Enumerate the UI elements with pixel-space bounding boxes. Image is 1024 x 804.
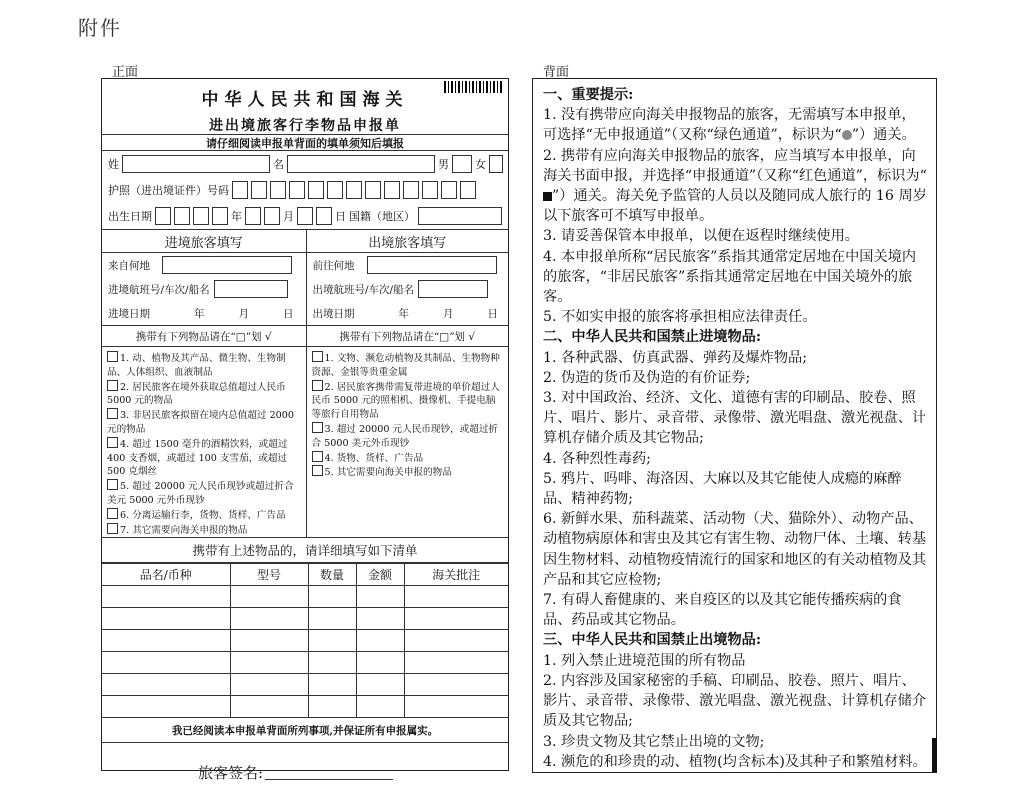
checkbox-icon[interactable] — [312, 451, 323, 462]
entry-head: 进境旅客填写 — [102, 230, 306, 253]
birth-cell[interactable] — [212, 207, 228, 225]
male-label: 男 — [438, 158, 449, 171]
male-checkbox[interactable] — [452, 155, 472, 173]
birth-cell[interactable] — [297, 207, 313, 225]
attachment-label: 附件 — [78, 16, 122, 40]
passport-cell[interactable] — [270, 181, 286, 199]
name-row — [102, 151, 508, 177]
list-item: 4. 濒危的和珍贵的动、植物(均含标本)及其种子和繁殖材料。 — [543, 753, 927, 770]
passport-cell[interactable] — [346, 181, 362, 199]
female-checkbox[interactable] — [489, 155, 503, 173]
nationality-field[interactable] — [418, 207, 502, 225]
col-amount: 金额 — [356, 564, 404, 586]
barcode-icon — [444, 81, 504, 93]
form-subtitle: 进出境旅客行李物品申报单 — [102, 115, 508, 135]
nationality-label: 国籍（地区） — [349, 210, 415, 223]
passport-cell[interactable] — [384, 181, 400, 199]
signature-field[interactable] — [265, 765, 393, 780]
exit-date-label: 出境日期 — [312, 307, 355, 320]
surname-label: 姓 — [108, 158, 119, 171]
table-row[interactable] — [102, 608, 508, 630]
from-row — [102, 253, 306, 277]
passport-cell[interactable] — [327, 181, 343, 199]
passport-cell[interactable] — [403, 181, 419, 199]
checkbox-icon[interactable] — [107, 437, 118, 448]
from-field[interactable] — [162, 256, 292, 274]
entry-item[interactable]: 3. 非居民旅客拟留在境内总值超过 2000 元的物品 — [107, 410, 294, 435]
birth-cell[interactable] — [264, 207, 280, 225]
checkbox-icon[interactable] — [107, 479, 118, 490]
table-row[interactable] — [102, 652, 508, 674]
exit-item[interactable]: 5. 其它需要向海关申报的物品 — [312, 465, 504, 480]
entry-column — [102, 230, 307, 537]
notice-1: 1. 没有携带应向海关申报物品的旅客，无需填写本申报单，可选择“无申报通道”（又称“绿色通道”，标识为“ ”）通关。 — [543, 107, 916, 144]
declaration-form-back — [532, 78, 937, 773]
passport-cell[interactable] — [365, 181, 381, 199]
month-label: 月 — [283, 210, 294, 223]
exit-year-label: 年 — [398, 307, 409, 320]
female-label: 女 — [475, 158, 486, 171]
section-heading: 三、中华人民共和国禁止出境物品: — [543, 632, 762, 649]
entry-day-label: 日 — [283, 307, 294, 320]
declaration-statement: 我已经阅读本申报单背面所列事项,并保证所有申报属实。 — [102, 718, 508, 743]
entry-exit-columns — [102, 229, 508, 537]
exit-column — [307, 230, 509, 537]
list-item: 4. 各种烈性毒药; — [543, 450, 651, 467]
list-item: 2. 伪造的货币及伪造的有价证券; — [543, 369, 751, 386]
entry-items — [102, 347, 306, 537]
given-name-field[interactable] — [287, 155, 435, 173]
exit-day-label: 日 — [487, 307, 498, 320]
list-head: 携带有上述物品的，请详细填写如下清单 — [102, 537, 508, 563]
exit-tick-note: 携带有下列物品请在“□”划 √ — [307, 325, 509, 347]
from-label: 来自何地 — [108, 259, 150, 272]
entry-flight-label: 进境航班号/车次/船名 — [108, 283, 210, 296]
birth-row — [102, 203, 508, 229]
entry-item[interactable]: 5. 超过 20000 元人民币现钞或超过折合美元 5000 元外币现钞 — [107, 481, 294, 506]
col-goods: 品名/币种 — [102, 564, 230, 586]
edge-mark — [932, 738, 937, 772]
passport-cell[interactable] — [460, 181, 476, 199]
notice-4: 4. 本申报单所称“居民旅客”系指其通常定居地在中国关境内的旅客，“非居民旅客”系指其通常定居地在中国关境外的旅客。 — [543, 248, 917, 306]
table-row[interactable] — [102, 696, 508, 718]
passport-cell[interactable] — [232, 181, 248, 199]
to-label: 前往何地 — [312, 259, 355, 272]
exit-items — [307, 347, 509, 480]
exit-month-label: 月 — [443, 307, 454, 320]
list-item: 2. 内容涉及国家秘密的手稿、印刷品、胶卷、照片、唱片、影片、录音带、录像带、激光唱盘、激光视盘、计算机存储介质及其它物品; — [543, 672, 927, 730]
checkbox-icon[interactable] — [107, 351, 118, 362]
table-header-row — [102, 564, 508, 586]
checkbox-icon[interactable] — [107, 508, 118, 519]
birth-label: 出生日期 — [108, 210, 152, 223]
entry-item[interactable]: 6. 分离运输行李，货物、货样、广告品 — [107, 508, 301, 523]
notice-5: 5. 不如实申报的旅客将承担相应法律责任。 — [543, 309, 817, 326]
checkbox-icon[interactable] — [312, 422, 323, 433]
entry-date-row — [102, 301, 306, 325]
to-field[interactable] — [367, 256, 497, 274]
form-instruction: 请仔细阅读申报单背面的填单须知后填报 — [102, 135, 508, 151]
list-item: 3. 珍贵文物及其它禁止出境的文物; — [543, 733, 765, 750]
form-title: 中华人民共和国海关 — [201, 89, 409, 110]
notice-3: 3. 请妥善保管本申报单，以便在返程时继续使用。 — [543, 228, 859, 245]
form-title-row — [102, 79, 508, 115]
list-item: 3. 对中国政治、经济、文化、道德有害的印刷品、胶卷、照片、唱片、影片、录音带、录像带、激光唱盘、激光视盘、计算机存储介质及其它物品; — [543, 390, 927, 447]
birth-cell[interactable] — [155, 207, 171, 225]
checkbox-icon[interactable] — [312, 380, 323, 391]
passport-cell[interactable] — [441, 181, 457, 199]
entry-tick-note: 携带有下列物品请在“□”划 √ — [102, 325, 306, 347]
exit-item[interactable]: 1. 文物、濒危动植物及其制品、生物物种资源、金银等贵重金属 — [311, 353, 500, 378]
passport-cell[interactable] — [422, 181, 438, 199]
given-name-label: 名 — [273, 158, 284, 171]
list-item: 7. 有碍人畜健康的、来自疫区的以及其它能传播疾病的食品、药品或其它物品。 — [543, 592, 902, 629]
back-side-label: 背面 — [543, 65, 570, 80]
section-heading: 一、重要提示: — [543, 87, 634, 103]
entry-flight-field[interactable] — [214, 280, 288, 298]
entry-month-label: 月 — [238, 307, 249, 320]
signature-row — [102, 743, 508, 801]
entry-item[interactable]: 7. 其它需要向海关申报的物品 — [107, 523, 301, 538]
checkbox-icon[interactable] — [107, 380, 118, 391]
entry-item[interactable]: 2. 居民旅客在境外获取总值超过人民币 5000 元的物品 — [107, 381, 286, 407]
front-side-label: 正面 — [112, 65, 139, 80]
birth-cell[interactable] — [316, 207, 332, 225]
passport-cell[interactable] — [251, 181, 267, 199]
exit-flight-row — [307, 277, 509, 301]
passport-label: 护照（进出境证件）号码 — [108, 184, 229, 197]
exit-date-row — [307, 301, 509, 325]
exit-flight-label: 出境航班号/车次/船名 — [312, 283, 415, 296]
list-item: 1. 列入禁止进境范围的所有物品 — [543, 652, 746, 669]
green-channel-icon — [842, 130, 852, 140]
exit-item[interactable]: 3. 超过 20000 元人民币现钞，或超过折合 5000 美元外币现钞 — [311, 423, 499, 449]
birth-cell[interactable] — [174, 207, 190, 225]
declaration-form-front — [101, 78, 509, 782]
year-label: 年 — [231, 210, 242, 223]
col-model: 型号 — [230, 564, 308, 586]
surname-field[interactable] — [122, 155, 270, 173]
passport-row — [102, 177, 508, 203]
checkbox-icon[interactable] — [107, 523, 118, 534]
notice-2: 2. 携带有应向海关申报物品的旅客，应当填写本申报单，向海关书面申报，并选择“申报通道”（又称“红色通道”，标识为“”）通关。海关免予监管的人员以及随同成人旅行的 16 周岁以下旅客可不填写申报单。 — [543, 147, 927, 225]
passport-cell[interactable] — [308, 181, 324, 199]
list-item: 1. 各种武器、仿真武器、弹药及爆炸物品; — [543, 349, 808, 366]
list-item: 6. 新鲜水果、茄科蔬菜、活动物（犬、猫除外）、动物产品、动植物病原体和害虫及其它有害生物、动物尸体、土壤、转基因生物材料、动植物疫情流行的国家和地区的有关动植物及其产品和其它应检物; — [543, 511, 927, 588]
entry-year-label: 年 — [194, 307, 205, 320]
list-item: 5. 鸦片、吗啡、海洛因、大麻以及其它能使人成瘾的麻醉品、精神药物; — [543, 470, 902, 508]
exit-item[interactable]: 2. 居民旅客携带需复带进境的单价超过人民币 5000 元的照相机、摄像机、手提电脑等旅行自用物品 — [311, 381, 500, 421]
entry-date-label: 进境日期 — [108, 307, 150, 320]
table-row[interactable] — [102, 630, 508, 652]
table-row[interactable] — [102, 674, 508, 696]
goods-list-table — [102, 563, 508, 718]
section-heading: 二、中华人民共和国禁止进境物品: — [543, 329, 762, 346]
checkbox-icon[interactable] — [107, 408, 118, 419]
exit-flight-field[interactable] — [418, 280, 488, 298]
signature-label: 旅客签名: — [198, 763, 264, 782]
col-quantity: 数量 — [308, 564, 356, 586]
entry-item[interactable]: 1. 动、植物及其产品、微生物、生物制品、人体组织、血液制品 — [107, 353, 286, 378]
birth-cell[interactable] — [193, 207, 209, 225]
exit-item[interactable]: 4. 货物、货样、广告品 — [312, 451, 504, 466]
checkbox-icon[interactable] — [312, 351, 323, 362]
red-channel-icon — [543, 192, 552, 201]
exit-head: 出境旅客填写 — [307, 230, 509, 253]
entry-item[interactable]: 4. 超过 1500 毫升的酒精饮料，或超过 400 支香烟，或超过 100 支雪茄，或超过 500 克烟丝 — [107, 438, 288, 478]
birth-cell[interactable] — [245, 207, 261, 225]
table-row[interactable] — [102, 586, 508, 608]
entry-flight-row — [102, 277, 306, 301]
day-label: 日 — [335, 210, 346, 223]
passport-cell[interactable] — [289, 181, 305, 199]
checkbox-icon[interactable] — [312, 465, 323, 476]
col-customs-note: 海关批注 — [404, 564, 508, 586]
to-row — [307, 253, 509, 277]
